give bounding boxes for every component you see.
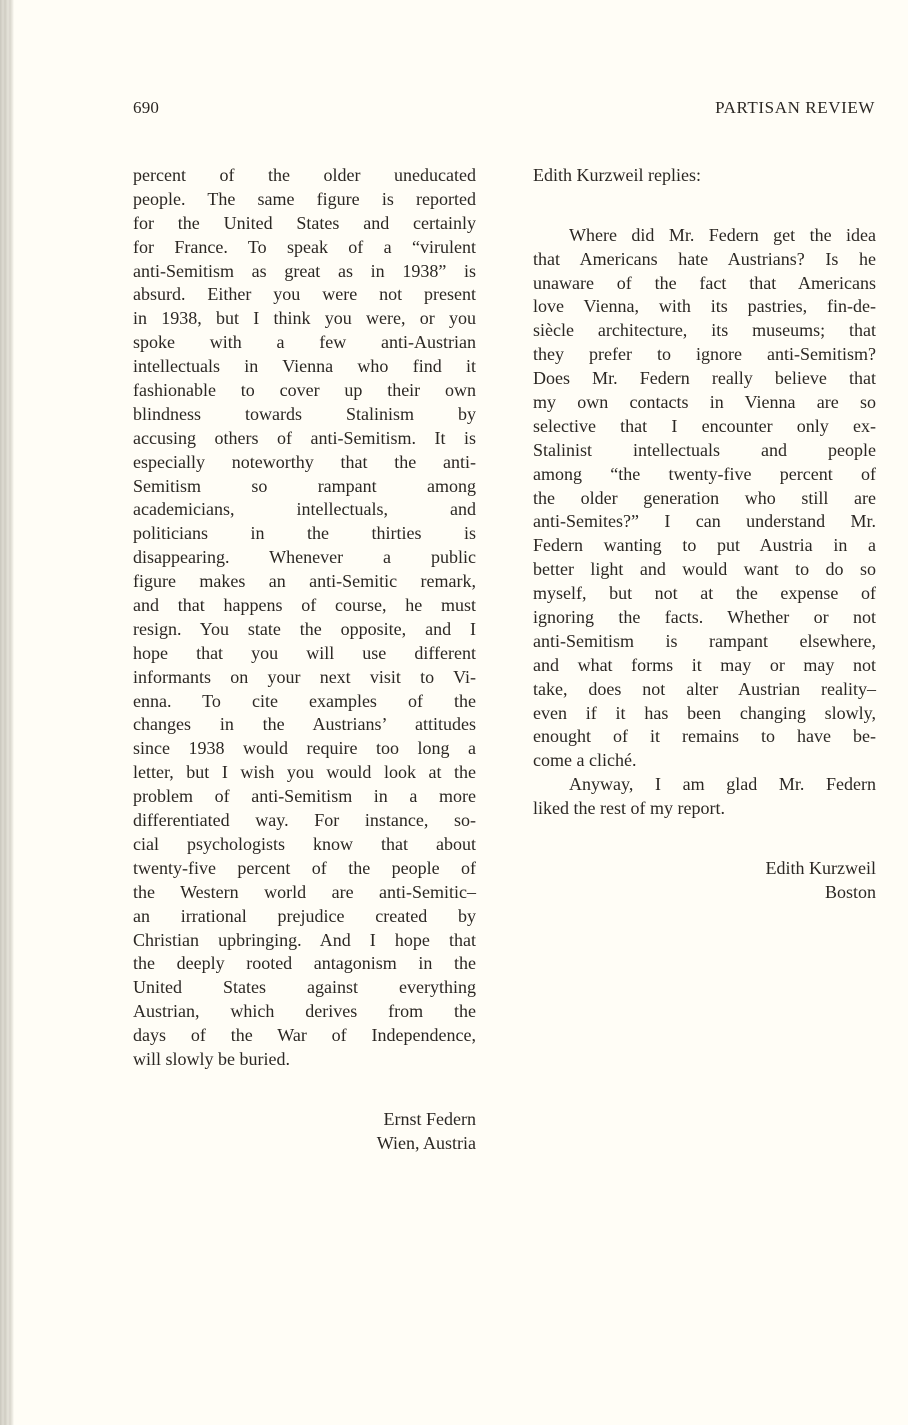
text-line: people. The same figure is reported bbox=[133, 188, 476, 209]
text-line: liked the rest of my report. bbox=[533, 798, 725, 819]
page-number: 690 bbox=[133, 98, 160, 117]
left-column-letter bbox=[133, 164, 476, 1156]
text-line: selective that I encounter only ex- bbox=[533, 415, 876, 436]
text-line: come a cliché. bbox=[533, 750, 637, 771]
reply-paragraph-2 bbox=[533, 773, 876, 821]
text-line: unaware of the fact that Americans bbox=[533, 272, 876, 293]
text-line: the deeply rooted antagonism in the bbox=[133, 953, 476, 974]
text-line: better light and would want to do so bbox=[533, 559, 876, 580]
text-line: differentiated way. For instance, so- bbox=[133, 810, 476, 831]
signature-location: Wien, Austria bbox=[376, 1132, 476, 1153]
text-line: that Americans hate Austrians? Is he bbox=[533, 248, 876, 269]
text-line: Anyway, I am glad Mr. Federn bbox=[569, 774, 876, 795]
text-line: hope that you will use different bbox=[133, 642, 476, 663]
text-line: Stalinist intellectuals and people bbox=[533, 439, 876, 460]
text-line: problem of anti-Semitism in a more bbox=[133, 786, 476, 807]
text-line: enought of it remains to have be- bbox=[533, 726, 876, 747]
text-line: for the United States and certainly bbox=[133, 212, 476, 233]
text-line: absurd. Either you were not present bbox=[133, 284, 476, 305]
text-line: spoke with a few anti-Austrian bbox=[133, 332, 476, 353]
text-line: anti-Semitism is rampant elsewhere, bbox=[533, 630, 876, 651]
text-line: Austrian, which derives from the bbox=[133, 1001, 476, 1022]
right-column-reply bbox=[533, 164, 876, 905]
text-line: love Vienna, with its pastries, fin-de- bbox=[533, 296, 876, 317]
text-line: ignoring the facts. Whether or not bbox=[533, 607, 876, 628]
text-line: among “the twenty-five percent of bbox=[533, 463, 876, 484]
text-line: changes in the Austrians’ attitudes bbox=[133, 714, 476, 735]
text-line: my own contacts in Vienna are so bbox=[533, 392, 876, 413]
text-line: days of the War of Independence, bbox=[133, 1025, 476, 1046]
text-line: enna. To cite examples of the bbox=[133, 690, 476, 711]
text-line: politicians in the thirties is bbox=[133, 523, 476, 544]
text-line: twenty-five percent of the people of bbox=[133, 857, 476, 878]
text-line: intellectuals in Vienna who find it bbox=[133, 356, 476, 377]
text-line: blindness towards Stalinism by bbox=[133, 403, 476, 424]
text-line: Does Mr. Federn really believe that bbox=[533, 368, 876, 389]
text-line: siècle architecture, its museums; that bbox=[533, 320, 876, 341]
page-binding-edge bbox=[0, 0, 14, 1425]
running-title: PARTISAN REVIEW bbox=[715, 98, 875, 117]
spacer bbox=[533, 845, 876, 857]
text-line: since 1938 would require too long a bbox=[133, 738, 476, 759]
reply-heading: Edith Kurzweil replies: bbox=[533, 165, 701, 185]
text-line: anti-Semites?” I can understand Mr. bbox=[533, 511, 876, 532]
text-line: for France. To speak of a “virulent bbox=[133, 236, 476, 257]
text-line: and that happens of course, he must bbox=[133, 595, 476, 616]
signature-location: Boston bbox=[824, 881, 876, 902]
spacer bbox=[533, 212, 876, 224]
text-line: they prefer to ignore anti-Semitism? bbox=[533, 344, 876, 365]
signature-name: Ernst Federn bbox=[383, 1108, 476, 1129]
reply-paragraph-1 bbox=[533, 224, 876, 773]
text-line: Where did Mr. Federn get the idea bbox=[569, 224, 876, 245]
text-line: percent of the older uneducated bbox=[133, 165, 476, 185]
text-line: disappearing. Whenever a public bbox=[133, 547, 476, 568]
text-line: and what forms it may or may not bbox=[533, 654, 876, 675]
spacer bbox=[533, 188, 876, 212]
text-line: figure makes an anti-Semitic remark, bbox=[133, 571, 476, 592]
text-line: will slowly be buried. bbox=[133, 1048, 290, 1069]
text-line: in 1938, but I think you were, or you bbox=[133, 308, 476, 329]
text-line: informants on your next visit to Vi- bbox=[133, 666, 476, 687]
text-line: myself, but not at the expense of bbox=[533, 583, 876, 604]
text-line: fashionable to cover up their own bbox=[133, 380, 476, 401]
text-line: Semitism so rampant among bbox=[133, 475, 476, 496]
federn-letter-body bbox=[133, 164, 476, 1072]
text-line: especially noteworthy that the anti- bbox=[133, 451, 476, 472]
text-line: the older generation who still are bbox=[533, 487, 876, 508]
text-line: letter, but I wish you would look at the bbox=[133, 762, 476, 783]
text-line: take, does not alter Austrian reality– bbox=[533, 678, 876, 699]
spacer bbox=[133, 1096, 476, 1108]
spacer bbox=[133, 1072, 476, 1096]
signature-name: Edith Kurzweil bbox=[765, 857, 876, 878]
text-line: academicians, intellectuals, and bbox=[133, 499, 476, 520]
text-line: accusing others of anti-Semitism. It is bbox=[133, 427, 476, 448]
text-line: resign. You state the opposite, and I bbox=[133, 618, 476, 639]
text-line: even if it has been changing slowly, bbox=[533, 702, 876, 723]
text-line: United States against everything bbox=[133, 977, 476, 998]
text-line: an irrational prejudice created by bbox=[133, 905, 476, 926]
text-line: the Western world are anti-Semitic– bbox=[133, 881, 476, 902]
spacer bbox=[533, 821, 876, 845]
page-header bbox=[133, 98, 875, 122]
text-line: Christian upbringing. And I hope that bbox=[133, 929, 476, 950]
text-line: cial psychologists know that about bbox=[133, 833, 476, 854]
text-line: anti-Semitism as great as in 1938” is bbox=[133, 260, 476, 281]
text-line: Federn wanting to put Austria in a bbox=[533, 535, 876, 556]
